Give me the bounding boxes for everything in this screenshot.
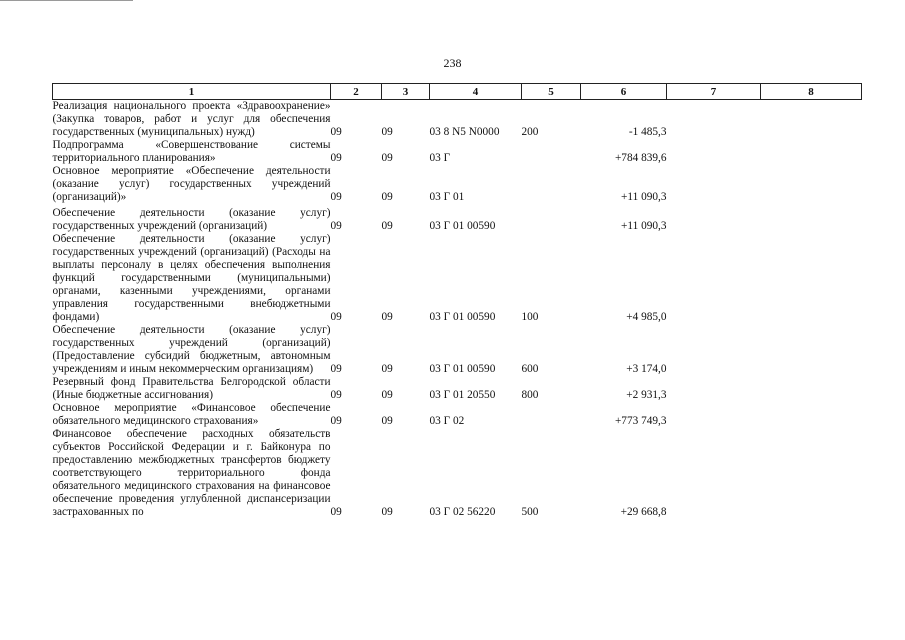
row-section: 09 bbox=[330, 152, 342, 164]
row-expense-type bbox=[522, 139, 581, 165]
row-name: Обеспечение деятельности (оказание услуг) государственных учреждений (организаций) bbox=[52, 207, 331, 232]
row-target-code: 03 Г bbox=[429, 152, 451, 164]
column-header: 8 bbox=[761, 84, 862, 100]
table-row bbox=[53, 233, 862, 324]
row-target-code: 03 Г 01 bbox=[429, 191, 465, 203]
row-subsection: 09 bbox=[381, 152, 393, 164]
table-row bbox=[53, 324, 862, 376]
table-row bbox=[53, 165, 862, 204]
row-amount: +2 931,3 bbox=[626, 389, 667, 401]
row-subsection: 09 bbox=[381, 311, 393, 323]
table-header-row bbox=[53, 84, 862, 100]
column-header: 1 bbox=[53, 84, 331, 100]
column-header: 2 bbox=[331, 84, 382, 100]
table-row bbox=[53, 100, 862, 140]
table-row bbox=[53, 376, 862, 402]
row-amount: +773 749,3 bbox=[614, 415, 667, 427]
row-subsection: 09 bbox=[381, 415, 393, 427]
row-amount: +784 839,6 bbox=[614, 152, 667, 164]
row-expense-type: 600 bbox=[521, 363, 539, 375]
column-header: 3 bbox=[382, 84, 430, 100]
table-row bbox=[53, 207, 862, 233]
row-target-code: 03 Г 02 56220 bbox=[429, 506, 496, 518]
row-section: 09 bbox=[330, 389, 342, 401]
row-name: Основное мероприятие «Финансовое обеспечение обязательного медицинского страхования» bbox=[52, 402, 331, 427]
row-section: 09 bbox=[330, 415, 342, 427]
row-subsection: 09 bbox=[381, 191, 393, 203]
row-name: Обеспечение деятельности (оказание услуг) государственных учреждений (организаций) (Расходы на выплаты персоналу в целях обеспечения выполнения функций государственными (муниципальными) органами, казенными учреждениями, органами управления государственными внебюджетными фондами) bbox=[52, 233, 331, 323]
column-header: 5 bbox=[522, 84, 581, 100]
scan-edge-line bbox=[0, 0, 133, 1]
row-name: Обеспечение деятельности (оказание услуг) государственных учреждений (организаций) (Предоставление субсидий бюджетным, автономным учреждениям и иным некоммерческим организациям) bbox=[52, 324, 331, 375]
row-name: Реализация национального проекта «Здравоохранение» (Закупка товаров, работ и услуг для обеспечения государственных (муниципальных) нужд) bbox=[52, 100, 331, 138]
row-section: 09 bbox=[330, 506, 342, 518]
row-section: 09 bbox=[330, 126, 342, 138]
row-expense-type: 100 bbox=[521, 311, 539, 323]
row-amount: +11 090,3 bbox=[621, 191, 667, 203]
row-section: 09 bbox=[330, 191, 342, 203]
row-section: 09 bbox=[330, 220, 342, 232]
row-amount: +29 668,8 bbox=[620, 506, 667, 518]
budget-table bbox=[52, 83, 862, 519]
row-target-code: 03 Г 02 bbox=[429, 415, 465, 427]
row-target-code: 03 8 N5 N0000 bbox=[429, 126, 500, 138]
row-expense-type bbox=[522, 402, 581, 428]
row-expense-type: 800 bbox=[521, 389, 539, 401]
row-name: Финансовое обеспечение расходных обязательств субъектов Российской Федерации и г. Байконура по предоставлению межбюджетных трансфертов бюджету соответствующего территориального фонда обязательного медицинского страхования на финансовое обеспечение проведения углубленной диспансеризации застрахованных по bbox=[52, 428, 331, 518]
row-amount: +3 174,0 bbox=[626, 363, 667, 375]
row-section: 09 bbox=[330, 311, 342, 323]
row-subsection: 09 bbox=[381, 389, 393, 401]
page-number: 238 bbox=[443, 56, 462, 70]
column-header: 6 bbox=[581, 84, 667, 100]
row-expense-type bbox=[522, 207, 581, 233]
row-amount: +11 090,3 bbox=[621, 220, 667, 232]
table-row bbox=[53, 428, 862, 519]
row-target-code: 03 Г 01 00590 bbox=[429, 311, 496, 323]
row-target-code: 03 Г 01 00590 bbox=[429, 220, 496, 232]
row-name: Подпрограмма «Совершенствование системы территориального планирования» bbox=[52, 139, 331, 164]
row-target-code: 03 Г 01 20550 bbox=[429, 389, 496, 401]
table-row bbox=[53, 402, 862, 428]
row-expense-type: 200 bbox=[521, 126, 539, 138]
row-subsection: 09 bbox=[381, 126, 393, 138]
row-expense-type bbox=[522, 165, 581, 204]
row-subsection: 09 bbox=[381, 220, 393, 232]
row-name: Основное мероприятие «Обеспечение деятельности (оказание услуг) государственных учреждений (организаций)» bbox=[52, 165, 331, 203]
row-subsection: 09 bbox=[381, 363, 393, 375]
row-section: 09 bbox=[330, 363, 342, 375]
column-header: 7 bbox=[667, 84, 761, 100]
row-expense-type: 500 bbox=[521, 506, 539, 518]
row-amount: +4 985,0 bbox=[626, 311, 667, 323]
column-header: 4 bbox=[430, 84, 522, 100]
row-amount: -1 485,3 bbox=[628, 126, 667, 138]
row-name: Резервный фонд Правительства Белгородской области (Иные бюджетные ассигнования) bbox=[52, 376, 331, 401]
table-row bbox=[53, 139, 862, 165]
row-subsection: 09 bbox=[381, 506, 393, 518]
row-target-code: 03 Г 01 00590 bbox=[429, 363, 496, 375]
